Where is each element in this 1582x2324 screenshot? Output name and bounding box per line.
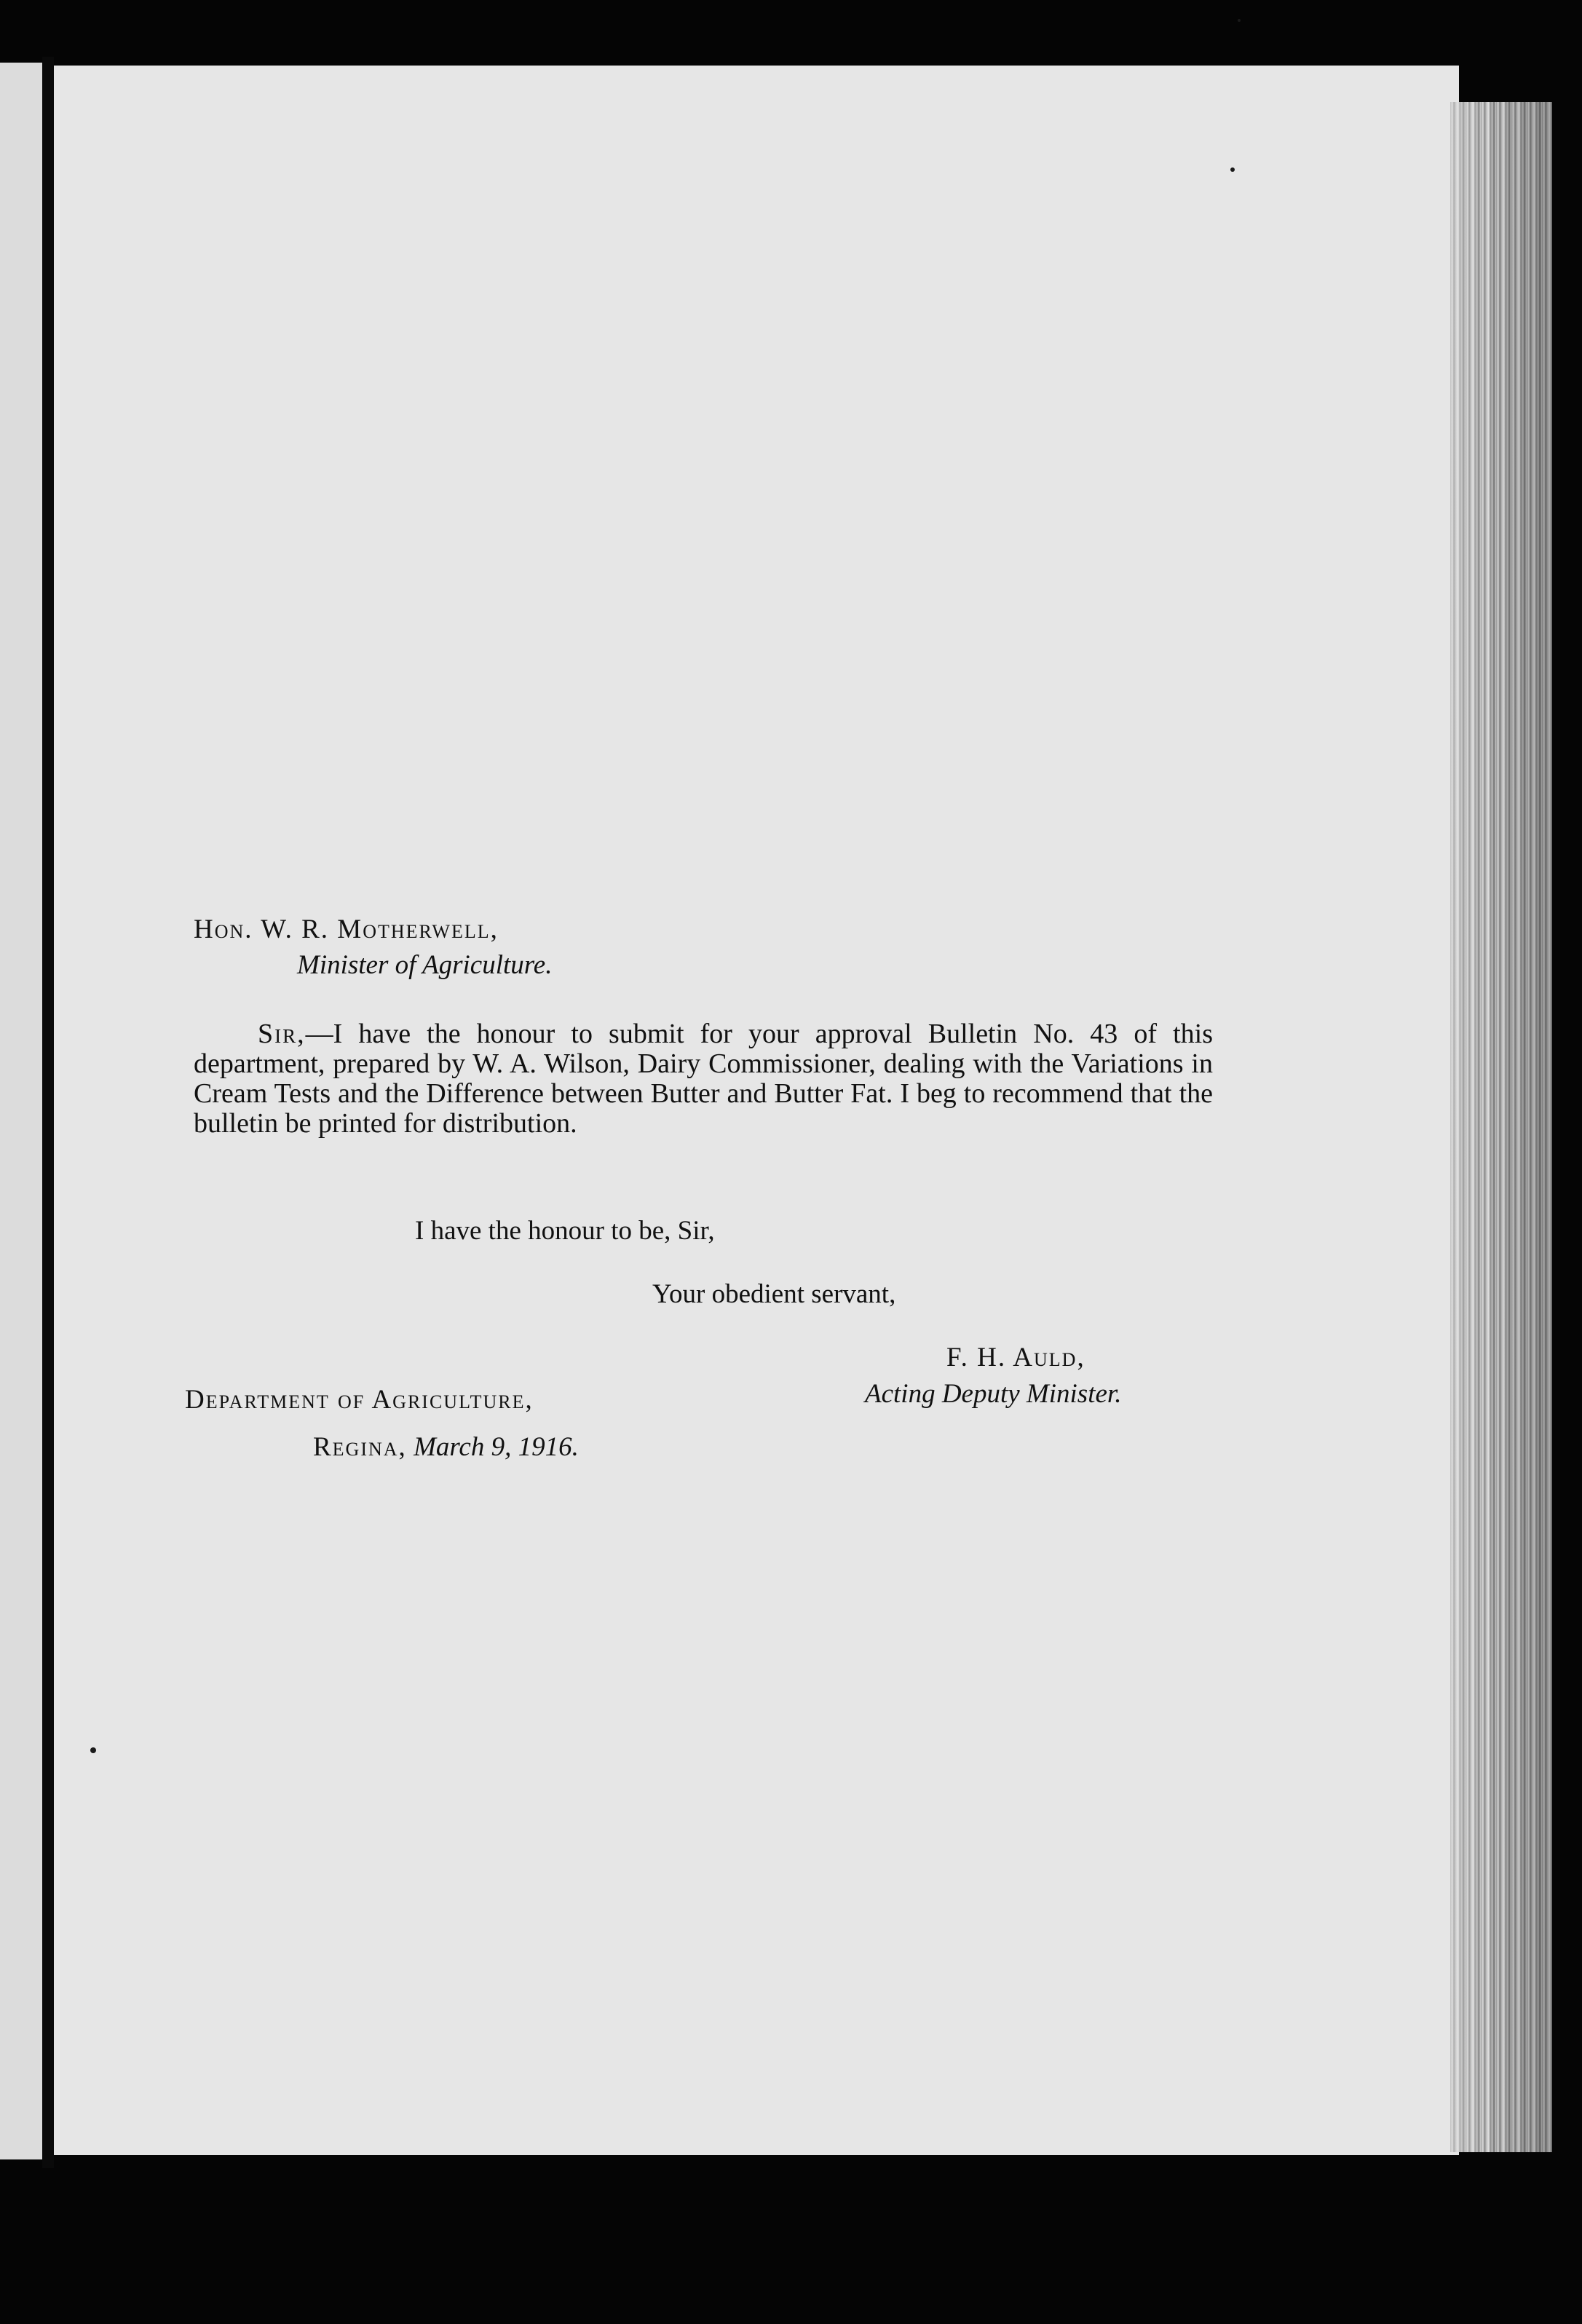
dust-speck: [1238, 19, 1241, 22]
signer-name: F. H. Auld,: [946, 1343, 1085, 1372]
body-text: —I have the honour to submit for your approval Bulletin No. 43 of this department, prepared by W. A. Wilson, Dairy Commissioner, dealing with the Variations in Cream Tests and the Difference between Butter and Butter Fat. I beg to recommend that the bulletin be printed for distribution.: [194, 1019, 1213, 1139]
page-stack-edge: [1450, 102, 1552, 2152]
addressee-title: Minister of Agriculture.: [297, 950, 553, 980]
closing-line: I have the honour to be, Sir,: [415, 1216, 715, 1246]
dust-speck: [1230, 167, 1235, 172]
addressee-name: Hon. W. R. Motherwell,: [194, 914, 499, 944]
dust-speck: [90, 1747, 96, 1753]
previous-page-edge: [0, 63, 42, 2159]
department-line: Department of Agriculture,: [185, 1385, 534, 1415]
signer-title: Acting Deputy Minister.: [865, 1379, 1122, 1409]
salutation: Sir,: [258, 1019, 306, 1049]
letter-body: [194, 1019, 1213, 1139]
place: Regina,: [313, 1432, 407, 1462]
date: March 9, 1916.: [414, 1432, 579, 1462]
binding-gutter: [42, 57, 54, 2168]
place-date-line: [313, 1431, 579, 1464]
closing-servant: Your obedient servant,: [652, 1279, 896, 1309]
